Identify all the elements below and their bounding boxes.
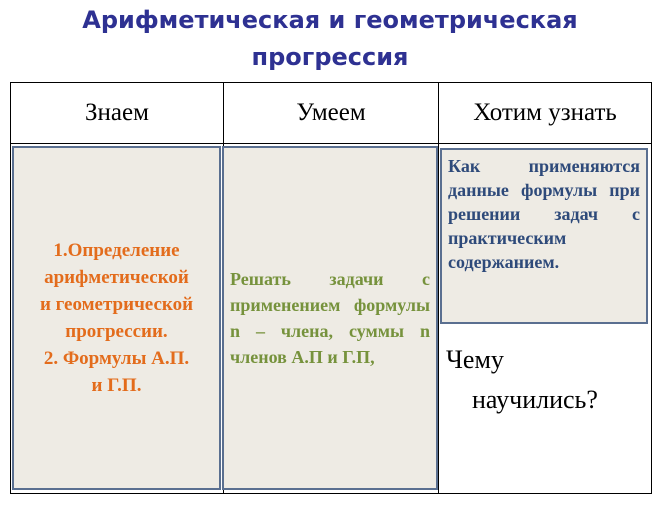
- can-text: Решать задачи с применением формулы n – члена, суммы n членов А.П и Г.П,: [230, 269, 430, 367]
- know-line: прогрессии.: [65, 321, 168, 342]
- title-line-2: прогрессия: [251, 43, 409, 71]
- header-want: Хотим узнать: [473, 99, 617, 126]
- learned-line-1: Чему: [446, 345, 504, 374]
- page-title: [0, 2, 660, 76]
- learned-question: [446, 340, 646, 420]
- know-box: [12, 146, 221, 490]
- header-can: Умеем: [296, 99, 366, 126]
- want-box: [440, 148, 648, 324]
- know-line: 1.Определение: [53, 240, 180, 261]
- know-line: и геометрической: [39, 294, 194, 315]
- header-divider: [11, 143, 651, 144]
- can-box: [222, 146, 438, 490]
- column-divider: [438, 83, 439, 493]
- learned-line-2: научились?: [472, 385, 598, 414]
- know-line: и Г.П.: [91, 375, 142, 396]
- know-line: арифметической: [44, 267, 189, 288]
- want-text: Как применяются данные формулы при решении задач с практическим содержанием.: [448, 156, 640, 272]
- title-line-1: Арифметическая и геометрическая: [82, 6, 578, 34]
- know-text: [40, 237, 193, 399]
- header-know: Знаем: [85, 99, 149, 126]
- know-line: 2. Формулы А.П.: [43, 348, 190, 369]
